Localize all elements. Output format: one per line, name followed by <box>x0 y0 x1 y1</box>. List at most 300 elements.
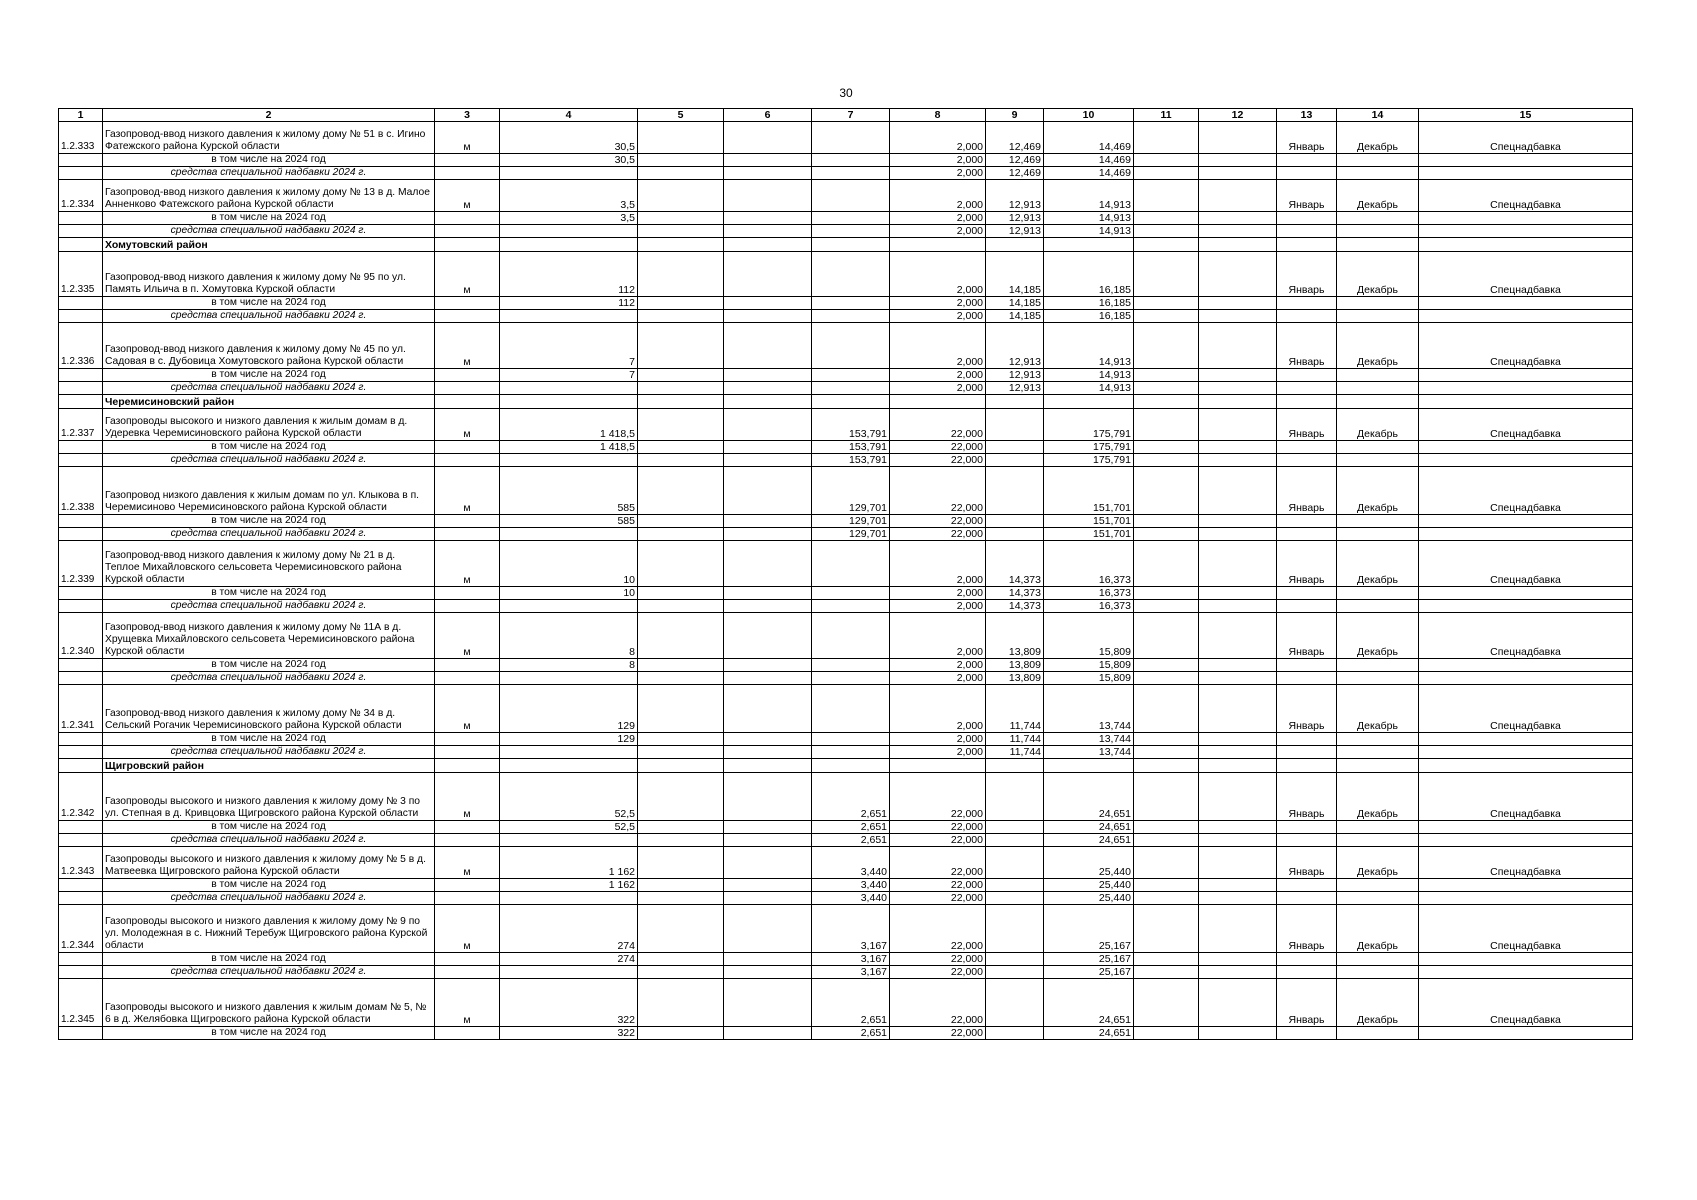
col-9-cell: 11,744 <box>986 733 1044 746</box>
funding-source-cell <box>1419 746 1633 759</box>
item-name-cell: в том числе на 2024 год <box>103 821 435 834</box>
col-12-cell <box>1199 892 1277 905</box>
col-8-cell: 2,000 <box>890 672 986 685</box>
col-6-cell <box>724 672 812 685</box>
col-8-cell: 2,000 <box>890 310 986 323</box>
item-code-cell <box>59 659 103 672</box>
col-8-cell: 22,000 <box>890 773 986 821</box>
subtotal-row <box>59 441 1633 454</box>
quantity-cell <box>500 528 638 541</box>
col-10-cell: 151,701 <box>1044 467 1134 515</box>
col-12-cell <box>1199 953 1277 966</box>
funding-source-cell <box>1419 515 1633 528</box>
table-row <box>59 541 1633 587</box>
unit-cell <box>435 733 500 746</box>
funding-source-cell: Спецнадбавка <box>1419 685 1633 733</box>
funding-source-cell: Спецнадбавка <box>1419 541 1633 587</box>
unit-cell <box>435 154 500 167</box>
col-11-cell <box>1134 225 1199 238</box>
end-month-cell <box>1337 659 1419 672</box>
item-code-cell <box>59 382 103 395</box>
item-name-cell: в том числе на 2024 год <box>103 587 435 600</box>
table-row <box>59 905 1633 953</box>
start-month-cell <box>1277 733 1337 746</box>
quantity-cell: 112 <box>500 297 638 310</box>
quantity-cell: 7 <box>500 323 638 369</box>
subtotal-row <box>59 746 1633 759</box>
col-8-cell: 22,000 <box>890 409 986 441</box>
item-name-cell: в том числе на 2024 год <box>103 1027 435 1040</box>
col-12-cell <box>1199 834 1277 847</box>
item-code-cell: 1.2.345 <box>59 979 103 1027</box>
district-name: Черемисиновский район <box>103 395 435 409</box>
col-9-cell: 14,373 <box>986 541 1044 587</box>
col-11-cell <box>1134 759 1199 773</box>
col-6-cell <box>724 122 812 154</box>
col-5-cell <box>638 600 724 613</box>
end-month-cell: Декабрь <box>1337 180 1419 212</box>
column-header: 3 <box>435 109 500 122</box>
start-month-cell <box>1277 834 1337 847</box>
subtotal-row <box>59 672 1633 685</box>
col-8-cell: 2,000 <box>890 323 986 369</box>
unit-cell: м <box>435 847 500 879</box>
subtotal-row <box>59 834 1633 847</box>
col-8-cell <box>890 759 986 773</box>
end-month-cell <box>1337 154 1419 167</box>
table-row <box>59 847 1633 879</box>
col-5-cell <box>638 225 724 238</box>
item-code-cell <box>59 600 103 613</box>
table-row <box>59 180 1633 212</box>
start-month-cell <box>1277 892 1337 905</box>
end-month-cell: Декабрь <box>1337 847 1419 879</box>
col-6-cell <box>724 613 812 659</box>
unit-cell <box>435 310 500 323</box>
col-7-cell <box>812 685 890 733</box>
funding-source-cell <box>1419 733 1633 746</box>
funding-source-cell: Спецнадбавка <box>1419 180 1633 212</box>
col-11-cell <box>1134 467 1199 515</box>
col-8-cell: 2,000 <box>890 297 986 310</box>
col-12-cell <box>1199 966 1277 979</box>
item-name-cell: средства специальной надбавки 2024 г. <box>103 528 435 541</box>
end-month-cell <box>1337 587 1419 600</box>
unit-cell <box>435 659 500 672</box>
funding-source-cell: Спецнадбавка <box>1419 409 1633 441</box>
end-month-cell: Декабрь <box>1337 252 1419 297</box>
funding-source-cell <box>1419 659 1633 672</box>
col-10-cell: 25,167 <box>1044 966 1134 979</box>
end-month-cell <box>1337 733 1419 746</box>
col-5-cell <box>638 528 724 541</box>
subtotal-row <box>59 953 1633 966</box>
col-6-cell <box>724 515 812 528</box>
item-code-cell <box>59 587 103 600</box>
item-code-cell <box>59 821 103 834</box>
col-5-cell <box>638 409 724 441</box>
col-9-cell: 14,373 <box>986 600 1044 613</box>
col-12-cell <box>1199 515 1277 528</box>
column-header: 15 <box>1419 109 1633 122</box>
quantity-cell: 274 <box>500 953 638 966</box>
col-7-cell: 3,167 <box>812 905 890 953</box>
funding-source-cell: Спецнадбавка <box>1419 613 1633 659</box>
col-6-cell <box>724 600 812 613</box>
column-header: 7 <box>812 109 890 122</box>
unit-cell: м <box>435 180 500 212</box>
col-9-cell <box>986 528 1044 541</box>
quantity-cell: 30,5 <box>500 122 638 154</box>
start-month-cell <box>1277 746 1337 759</box>
start-month-cell <box>1277 310 1337 323</box>
col-11-cell <box>1134 733 1199 746</box>
item-name-cell: Газопровод-ввод низкого давления к жилому дому № 45 по ул. Садовая в с. Дубовица Хомутовского района Курской области <box>103 323 435 369</box>
item-name-cell: средства специальной надбавки 2024 г. <box>103 225 435 238</box>
end-month-cell: Декабрь <box>1337 905 1419 953</box>
quantity-cell: 52,5 <box>500 821 638 834</box>
item-name-cell: Газопровод-ввод низкого давления к жилому дому № 51 в с. Игино Фатежского района Курской области <box>103 122 435 154</box>
col-8-cell: 22,000 <box>890 953 986 966</box>
unit-cell <box>435 238 500 252</box>
col-9-cell: 12,469 <box>986 167 1044 180</box>
col-12-cell <box>1199 541 1277 587</box>
col-8-cell: 22,000 <box>890 905 986 953</box>
quantity-cell: 10 <box>500 541 638 587</box>
quantity-cell <box>500 746 638 759</box>
col-10-cell: 15,809 <box>1044 659 1134 672</box>
unit-cell <box>435 746 500 759</box>
item-name-cell: средства специальной надбавки 2024 г. <box>103 167 435 180</box>
end-month-cell: Декабрь <box>1337 323 1419 369</box>
item-code-cell <box>59 966 103 979</box>
col-10-cell: 24,651 <box>1044 979 1134 1027</box>
item-code-cell <box>59 454 103 467</box>
col-7-cell <box>812 238 890 252</box>
col-10-cell: 14,469 <box>1044 154 1134 167</box>
funding-source-cell <box>1419 953 1633 966</box>
start-month-cell <box>1277 953 1337 966</box>
col-11-cell <box>1134 953 1199 966</box>
end-month-cell <box>1337 953 1419 966</box>
col-5-cell <box>638 180 724 212</box>
col-6-cell <box>724 154 812 167</box>
col-12-cell <box>1199 180 1277 212</box>
col-5-cell <box>638 297 724 310</box>
subtotal-row <box>59 879 1633 892</box>
col-10-cell: 14,913 <box>1044 212 1134 225</box>
funding-source-cell <box>1419 369 1633 382</box>
col-5-cell <box>638 252 724 297</box>
item-code-cell <box>59 892 103 905</box>
col-11-cell <box>1134 834 1199 847</box>
end-month-cell: Декабрь <box>1337 541 1419 587</box>
item-code-cell <box>59 212 103 225</box>
subtotal-row <box>59 1027 1633 1040</box>
col-9-cell <box>986 821 1044 834</box>
subtotal-row <box>59 821 1633 834</box>
col-11-cell <box>1134 966 1199 979</box>
item-code-cell <box>59 834 103 847</box>
col-11-cell <box>1134 892 1199 905</box>
col-7-cell: 129,701 <box>812 515 890 528</box>
unit-cell <box>435 821 500 834</box>
col-12-cell <box>1199 310 1277 323</box>
col-8-cell: 2,000 <box>890 659 986 672</box>
table-row <box>59 685 1633 733</box>
end-month-cell: Декабрь <box>1337 773 1419 821</box>
end-month-cell <box>1337 441 1419 454</box>
col-11-cell <box>1134 238 1199 252</box>
col-5-cell <box>638 966 724 979</box>
end-month-cell <box>1337 528 1419 541</box>
funding-source-cell <box>1419 966 1633 979</box>
col-5-cell <box>638 953 724 966</box>
funding-source-cell: Спецнадбавка <box>1419 979 1633 1027</box>
col-7-cell <box>812 167 890 180</box>
table-row <box>59 323 1633 369</box>
end-month-cell: Декабрь <box>1337 685 1419 733</box>
col-5-cell <box>638 759 724 773</box>
start-month-cell: Январь <box>1277 467 1337 515</box>
item-code-cell <box>59 672 103 685</box>
table-row <box>59 979 1633 1027</box>
item-name-cell: Газопровод низкого давления к жилым домам по ул. Клыкова в п. Черемисиново Черемисиновского района Курской области <box>103 467 435 515</box>
col-5-cell <box>638 587 724 600</box>
col-9-cell <box>986 966 1044 979</box>
col-9-cell: 14,373 <box>986 587 1044 600</box>
col-8-cell: 22,000 <box>890 847 986 879</box>
quantity-cell: 129 <box>500 685 638 733</box>
col-12-cell <box>1199 821 1277 834</box>
item-name-cell: средства специальной надбавки 2024 г. <box>103 310 435 323</box>
start-month-cell <box>1277 167 1337 180</box>
col-8-cell: 2,000 <box>890 212 986 225</box>
quantity-cell <box>500 395 638 409</box>
column-header: 6 <box>724 109 812 122</box>
unit-cell: м <box>435 613 500 659</box>
col-6-cell <box>724 821 812 834</box>
col-6-cell <box>724 252 812 297</box>
quantity-cell: 1 418,5 <box>500 409 638 441</box>
col-12-cell <box>1199 600 1277 613</box>
quantity-cell: 585 <box>500 467 638 515</box>
funding-source-cell: Спецнадбавка <box>1419 122 1633 154</box>
subtotal-row <box>59 454 1633 467</box>
item-name-cell: средства специальной надбавки 2024 г. <box>103 672 435 685</box>
col-9-cell <box>986 238 1044 252</box>
funding-source-cell <box>1419 238 1633 252</box>
item-code-cell: 1.2.343 <box>59 847 103 879</box>
funding-source-cell: Спецнадбавка <box>1419 847 1633 879</box>
item-code-cell <box>59 746 103 759</box>
col-8-cell: 22,000 <box>890 515 986 528</box>
col-11-cell <box>1134 587 1199 600</box>
col-6-cell <box>724 323 812 369</box>
col-6-cell <box>724 238 812 252</box>
funding-source-cell <box>1419 834 1633 847</box>
quantity-cell <box>500 454 638 467</box>
col-8-cell: 22,000 <box>890 528 986 541</box>
end-month-cell <box>1337 746 1419 759</box>
subtotal-row <box>59 167 1633 180</box>
table-row <box>59 613 1633 659</box>
subtotal-row <box>59 382 1633 395</box>
unit-cell: м <box>435 773 500 821</box>
col-9-cell: 11,744 <box>986 685 1044 733</box>
item-name-cell: в том числе на 2024 год <box>103 879 435 892</box>
col-7-cell <box>812 600 890 613</box>
col-12-cell <box>1199 154 1277 167</box>
col-12-cell <box>1199 212 1277 225</box>
col-11-cell <box>1134 323 1199 369</box>
col-12-cell <box>1199 847 1277 879</box>
col-10-cell: 13,744 <box>1044 746 1134 759</box>
end-month-cell <box>1337 369 1419 382</box>
col-10-cell: 16,185 <box>1044 252 1134 297</box>
funding-source-cell <box>1419 297 1633 310</box>
col-12-cell <box>1199 979 1277 1027</box>
quantity-cell <box>500 167 638 180</box>
col-8-cell: 22,000 <box>890 454 986 467</box>
col-7-cell <box>812 733 890 746</box>
col-9-cell <box>986 467 1044 515</box>
unit-cell: м <box>435 467 500 515</box>
column-header: 4 <box>500 109 638 122</box>
unit-cell <box>435 892 500 905</box>
funding-source-cell <box>1419 310 1633 323</box>
column-header: 12 <box>1199 109 1277 122</box>
col-12-cell <box>1199 323 1277 369</box>
item-code-cell: 1.2.337 <box>59 409 103 441</box>
col-9-cell: 12,913 <box>986 369 1044 382</box>
item-name-cell: в том числе на 2024 год <box>103 369 435 382</box>
col-5-cell <box>638 167 724 180</box>
funding-source-cell <box>1419 1027 1633 1040</box>
col-5-cell <box>638 541 724 587</box>
column-header: 14 <box>1337 109 1419 122</box>
col-11-cell <box>1134 252 1199 297</box>
col-7-cell: 153,791 <box>812 441 890 454</box>
col-5-cell <box>638 441 724 454</box>
district-name: Хомутовский район <box>103 238 435 252</box>
subtotal-row <box>59 297 1633 310</box>
col-9-cell: 12,913 <box>986 212 1044 225</box>
start-month-cell <box>1277 382 1337 395</box>
col-7-cell <box>812 122 890 154</box>
funding-source-cell: Спецнадбавка <box>1419 323 1633 369</box>
col-8-cell: 22,000 <box>890 879 986 892</box>
unit-cell <box>435 395 500 409</box>
col-11-cell <box>1134 613 1199 659</box>
col-11-cell <box>1134 905 1199 953</box>
col-9-cell: 12,913 <box>986 382 1044 395</box>
start-month-cell <box>1277 879 1337 892</box>
funding-source-cell: Спецнадбавка <box>1419 773 1633 821</box>
col-5-cell <box>638 613 724 659</box>
unit-cell <box>435 454 500 467</box>
col-6-cell <box>724 310 812 323</box>
quantity-cell: 1 162 <box>500 847 638 879</box>
start-month-cell <box>1277 225 1337 238</box>
col-12-cell <box>1199 659 1277 672</box>
col-5-cell <box>638 467 724 515</box>
col-7-cell <box>812 659 890 672</box>
start-month-cell <box>1277 395 1337 409</box>
col-12-cell <box>1199 1027 1277 1040</box>
end-month-cell <box>1337 212 1419 225</box>
col-7-cell <box>812 395 890 409</box>
quantity-cell: 30,5 <box>500 154 638 167</box>
item-code-cell <box>59 879 103 892</box>
col-10-cell: 15,809 <box>1044 672 1134 685</box>
funding-source-cell <box>1419 167 1633 180</box>
col-12-cell <box>1199 297 1277 310</box>
start-month-cell <box>1277 966 1337 979</box>
start-month-cell: Январь <box>1277 685 1337 733</box>
col-9-cell <box>986 454 1044 467</box>
quantity-cell: 112 <box>500 252 638 297</box>
col-6-cell <box>724 773 812 821</box>
col-5-cell <box>638 515 724 528</box>
col-9-cell: 12,469 <box>986 154 1044 167</box>
col-6-cell <box>724 759 812 773</box>
item-name-cell: Газопровод-ввод низкого давления к жилому дому № 11А в д. Хрущевка Михайловского сельсовета Черемисиновского района Курской области <box>103 613 435 659</box>
item-name-cell: в том числе на 2024 год <box>103 154 435 167</box>
item-name-cell: Газопровод-ввод низкого давления к жилому дому № 13 в д. Малое Анненково Фатежского района Курской области <box>103 180 435 212</box>
table-body <box>59 122 1633 1040</box>
col-7-cell <box>812 323 890 369</box>
col-9-cell: 12,913 <box>986 225 1044 238</box>
col-5-cell <box>638 685 724 733</box>
item-name-cell: в том числе на 2024 год <box>103 441 435 454</box>
start-month-cell: Январь <box>1277 847 1337 879</box>
col-9-cell <box>986 953 1044 966</box>
start-month-cell: Январь <box>1277 979 1337 1027</box>
col-6-cell <box>724 297 812 310</box>
col-9-cell: 13,809 <box>986 613 1044 659</box>
item-name-cell: средства специальной надбавки 2024 г. <box>103 892 435 905</box>
item-code-cell: 1.2.333 <box>59 122 103 154</box>
column-header: 13 <box>1277 109 1337 122</box>
funding-source-cell <box>1419 672 1633 685</box>
funding-source-cell <box>1419 759 1633 773</box>
col-10-cell: 24,651 <box>1044 1027 1134 1040</box>
subtotal-row <box>59 212 1633 225</box>
col-11-cell <box>1134 297 1199 310</box>
col-11-cell <box>1134 409 1199 441</box>
col-7-cell <box>812 212 890 225</box>
col-8-cell: 22,000 <box>890 966 986 979</box>
col-8-cell: 2,000 <box>890 252 986 297</box>
col-5-cell <box>638 733 724 746</box>
col-12-cell <box>1199 733 1277 746</box>
col-6-cell <box>724 382 812 395</box>
col-12-cell <box>1199 122 1277 154</box>
col-12-cell <box>1199 167 1277 180</box>
end-month-cell: Декабрь <box>1337 613 1419 659</box>
col-9-cell: 12,913 <box>986 323 1044 369</box>
unit-cell <box>435 834 500 847</box>
col-11-cell <box>1134 1027 1199 1040</box>
col-10-cell: 14,913 <box>1044 225 1134 238</box>
header-row <box>59 109 1633 122</box>
item-code-cell: 1.2.338 <box>59 467 103 515</box>
col-11-cell <box>1134 847 1199 879</box>
col-7-cell <box>812 297 890 310</box>
col-5-cell <box>638 672 724 685</box>
table-row <box>59 467 1633 515</box>
